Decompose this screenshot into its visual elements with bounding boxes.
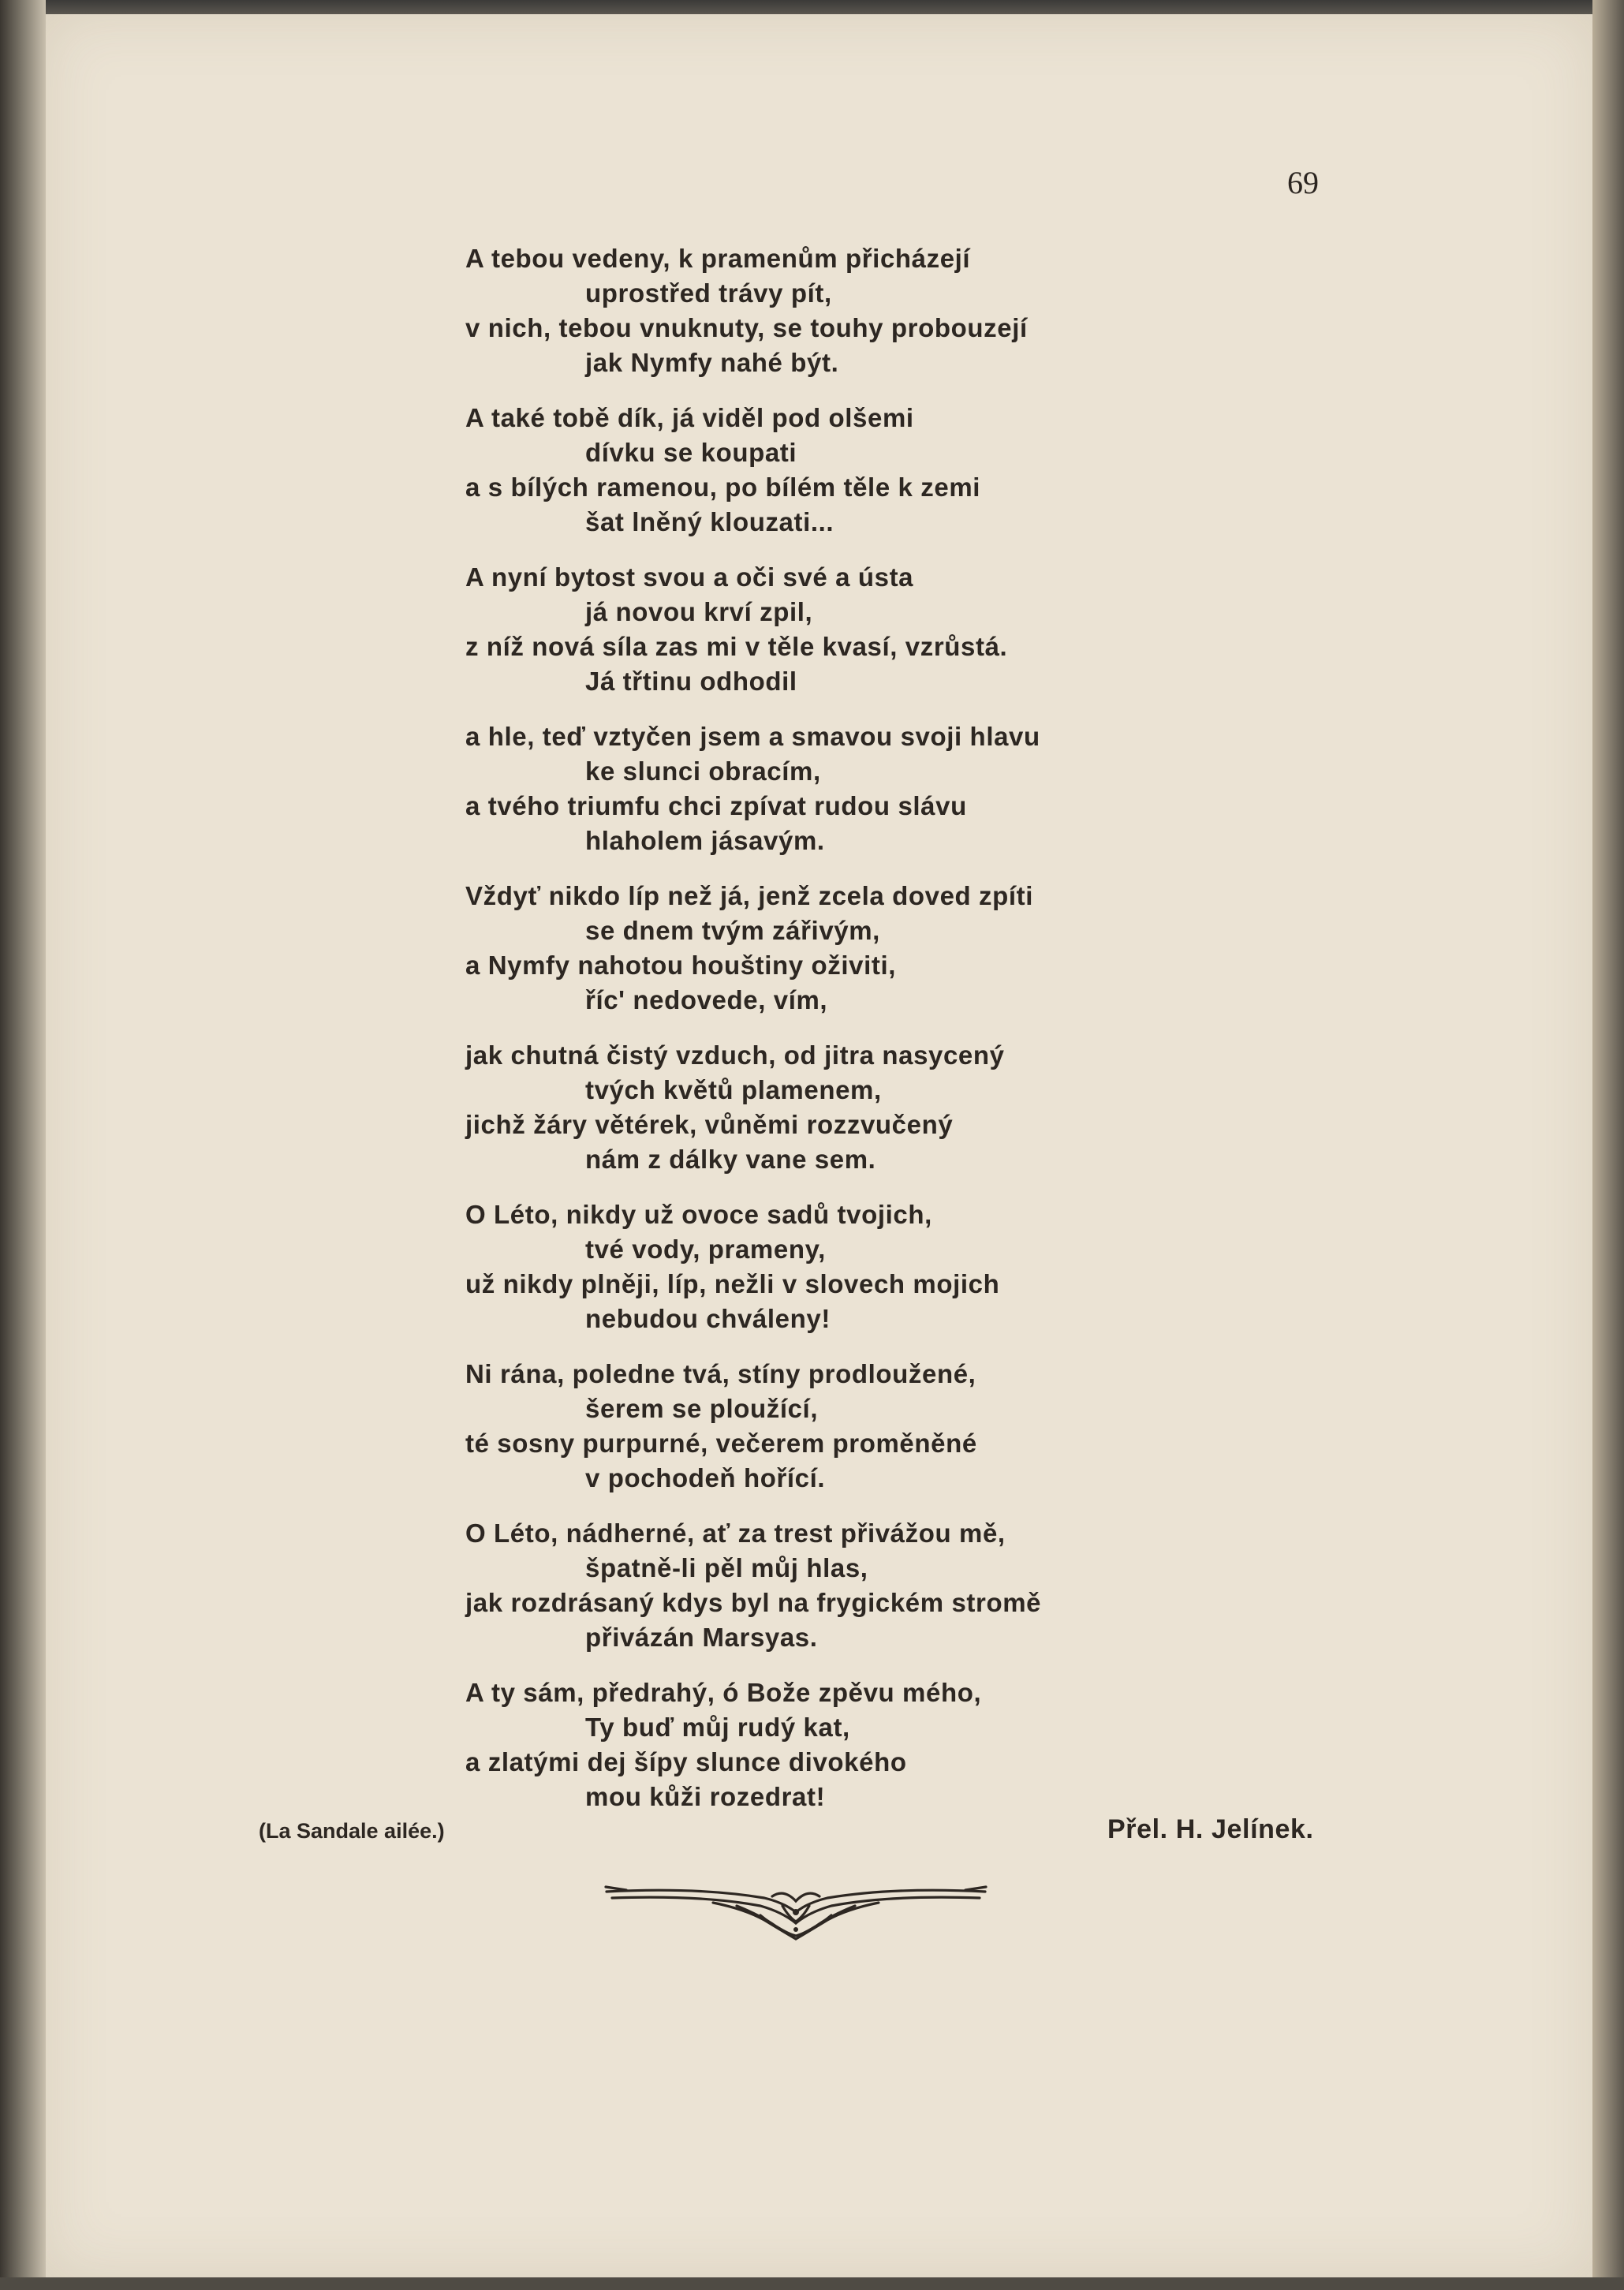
poem-line: a tvého triumfu chci zpívat rudou slávu — [465, 791, 967, 820]
poem-line: jichž žáry větérek, vůněmi rozzvučený — [465, 1110, 954, 1139]
poem-line: A tebou vedeny, k pramenům přicházejí — [465, 244, 971, 273]
poem-line: mou kůži rozedrat! — [585, 1782, 826, 1811]
poem-line: špatně-li pěl můj hlas, — [585, 1553, 868, 1582]
poem-line: už nikdy plněji, líp, nežli v slovech mojich — [465, 1269, 1000, 1298]
poem-line: se dnem tvým zářivým, — [585, 916, 880, 945]
poem-line: ke slunci obracím, — [585, 756, 821, 786]
poem-line: a s bílých ramenou, po bílém těle k zemi — [465, 473, 981, 502]
poem-stanza — [465, 1357, 1254, 1496]
poem-line: šerem se ploužící, — [585, 1394, 819, 1423]
poem-stanza — [465, 1197, 1254, 1336]
book-spine-edge — [0, 0, 46, 2290]
poem-line: Vždyť nikdo líp než já, jenž zcela doved zpíti — [465, 881, 1034, 910]
poem-line: já novou krví zpil, — [585, 597, 813, 626]
poem-line: tvých květů plamenem, — [585, 1075, 882, 1104]
book-bottom-edge — [0, 2277, 1624, 2290]
poem-line: v pochodeň hořící. — [585, 1463, 826, 1492]
poem-stanza — [465, 401, 1254, 540]
poem-line: a hle, teď vztyčen jsem a smavou svoji hlavu — [465, 722, 1040, 751]
poem-line: dívku se koupati — [585, 438, 797, 467]
poem-line: a Nymfy nahotou houštiny oživiti, — [465, 951, 896, 980]
poem-stanza — [465, 241, 1254, 380]
decorative-vignette-icon — [603, 1874, 989, 1945]
book-page — [46, 14, 1592, 2277]
poem-line: jak rozdrásaný kdys byl na frygickém stromě — [465, 1588, 1042, 1617]
poem-line: z níž nová síla zas mi v těle kvasí, vzrůstá. — [465, 632, 1008, 661]
poem-line: Já třtinu odhodil — [585, 667, 797, 696]
poem-line: a zlatými dej šípy slunce divokého — [465, 1747, 907, 1776]
poem-line: A nyní bytost svou a oči své a ústa — [465, 562, 914, 592]
book-right-edge — [1592, 0, 1624, 2290]
poem-line: hlaholem jásavým. — [585, 826, 825, 855]
poem-stanza — [465, 879, 1254, 1018]
translator-credit: Přel. H. Jelínek. — [1107, 1814, 1314, 1844]
poem-line: té sosny purpurné, večerem proměněné — [465, 1429, 977, 1458]
poem-line: Ty buď můj rudý kat, — [585, 1713, 850, 1742]
poem-line: šat lněný klouzati... — [585, 507, 834, 536]
poem-stanza — [465, 1516, 1254, 1655]
page-number: 69 — [1287, 165, 1319, 200]
poem-line: A ty sám, předrahý, ó Bože zpěvu mého, — [465, 1678, 982, 1707]
poem-stanza — [465, 1038, 1254, 1177]
poem-line: nebudou chváleny! — [585, 1304, 831, 1333]
poem-source: (La Sandale ailée.) — [259, 1819, 445, 1843]
poem-line: uprostřed trávy pít, — [585, 278, 832, 308]
poem-line: Ni rána, poledne tvá, stíny prodloužené, — [465, 1359, 976, 1388]
poem-body — [465, 241, 1254, 1835]
book-top-edge — [0, 0, 1624, 14]
poem-line: přivázán Marsyas. — [585, 1623, 818, 1652]
poem-line: A také tobě dík, já viděl pod olšemi — [465, 403, 914, 432]
poem-stanza — [465, 560, 1254, 699]
poem-line: nám z dálky vane sem. — [585, 1145, 876, 1174]
poem-line: tvé vody, prameny, — [585, 1235, 826, 1264]
poem-stanza — [465, 1675, 1254, 1814]
poem-line: v nich, tebou vnuknuty, se touhy probouzejí — [465, 313, 1028, 342]
poem-line: říc' nedovede, vím, — [585, 985, 828, 1014]
poem-line: jak chutná čistý vzduch, od jitra nasycený — [465, 1040, 1005, 1070]
poem-line: jak Nymfy nahé být. — [585, 348, 839, 377]
poem-stanza — [465, 719, 1254, 858]
poem-line: O Léto, nikdy už ovoce sadů tvojich, — [465, 1200, 932, 1229]
poem-line: O Léto, nádherné, ať za trest přivážou mě, — [465, 1519, 1006, 1548]
